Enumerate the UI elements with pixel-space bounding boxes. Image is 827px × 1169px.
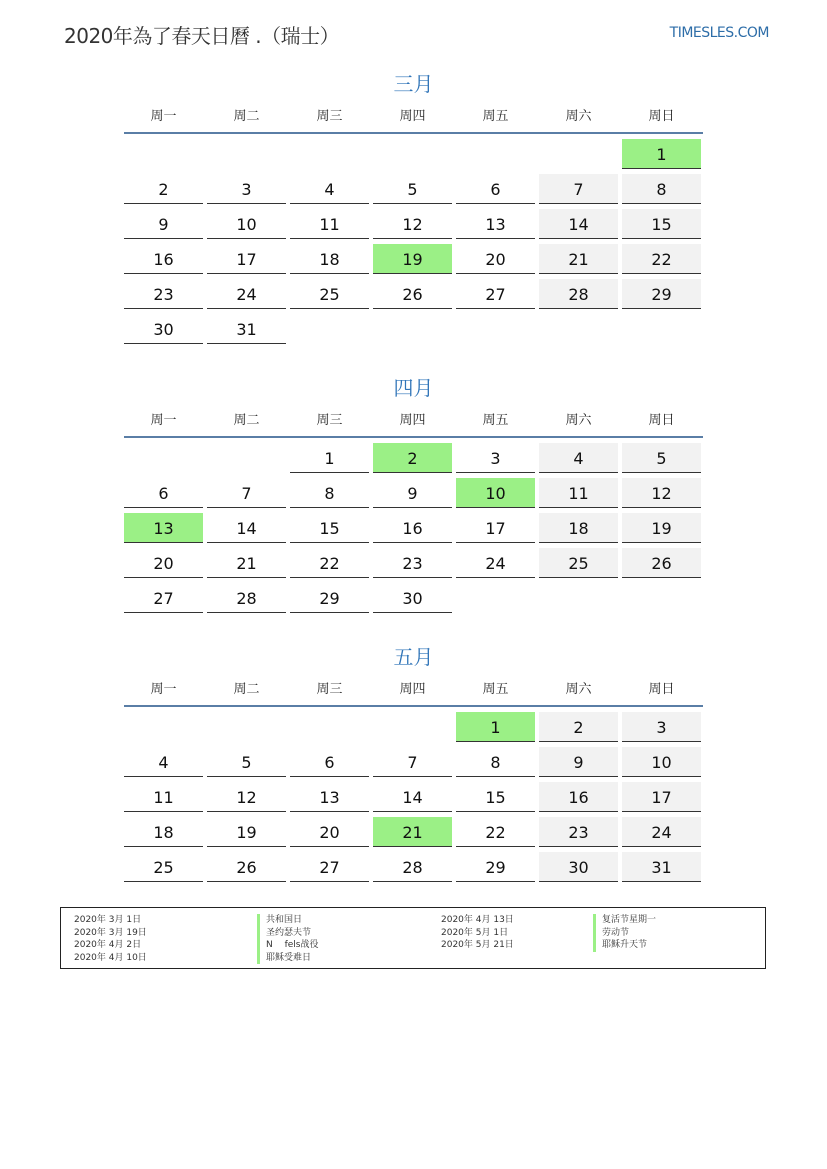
weekday-label: 周六 [565, 109, 592, 124]
day-cell[interactable]: 3 [622, 712, 701, 742]
day-cell[interactable]: 19 [373, 244, 452, 274]
holiday-date: 2020年 4月 2日 [74, 940, 142, 950]
day-cell[interactable]: 16 [373, 513, 452, 543]
holiday-name: 耶稣受难日 [257, 952, 319, 965]
weekday-label: 周三 [316, 682, 343, 697]
weekday-label: 周五 [482, 413, 509, 428]
day-cell[interactable]: 18 [124, 817, 203, 847]
day-cell[interactable]: 13 [456, 209, 535, 239]
day-cell[interactable]: 27 [456, 279, 535, 309]
day-cell[interactable]: 5 [622, 443, 701, 473]
page-title: 2020年為了春天日曆 .（瑞士） [64, 24, 340, 48]
day-cell[interactable]: 16 [539, 782, 618, 812]
day-cell[interactable]: 28 [373, 852, 452, 882]
day-cell[interactable]: 7 [373, 747, 452, 777]
day-cell[interactable]: 24 [207, 279, 286, 309]
holiday-name: 复活节星期一 [593, 914, 656, 927]
day-cell[interactable]: 9 [539, 747, 618, 777]
day-cell[interactable]: 1 [456, 712, 535, 742]
holiday-list [60, 907, 766, 969]
weekday-label: 周五 [482, 109, 509, 124]
day-cell[interactable]: 3 [207, 174, 286, 204]
day-cell[interactable]: 30 [373, 583, 452, 613]
day-cell[interactable]: 26 [622, 548, 701, 578]
day-cell[interactable]: 7 [207, 478, 286, 508]
day-cell[interactable]: 27 [290, 852, 369, 882]
day-cell[interactable]: 8 [622, 174, 701, 204]
empty-cell [124, 139, 203, 169]
day-cell[interactable]: 15 [622, 209, 701, 239]
empty-cell [373, 712, 452, 742]
day-cell[interactable]: 21 [373, 817, 452, 847]
day-cell[interactable]: 30 [124, 314, 203, 344]
holiday-date: 2020年 3月 19日 [74, 927, 147, 938]
holiday-name: 劳动节 [593, 927, 656, 940]
empty-cell [456, 139, 535, 169]
weekday-label: 周六 [565, 682, 592, 697]
empty-cell [207, 712, 286, 742]
day-cell[interactable]: 25 [539, 548, 618, 578]
day-cell[interactable]: 12 [207, 782, 286, 812]
day-cell[interactable]: 6 [456, 174, 535, 204]
day-cell[interactable]: 31 [207, 314, 286, 344]
weekday-header [124, 106, 703, 134]
empty-cell [207, 443, 286, 473]
holiday-name: N fels战役 [257, 939, 319, 952]
day-cell[interactable]: 3 [456, 443, 535, 473]
day-cell[interactable]: 10 [207, 209, 286, 239]
month-title: 五月 [393, 645, 434, 669]
day-cell[interactable]: 23 [373, 548, 452, 578]
day-cell[interactable]: 13 [124, 513, 203, 543]
holiday-date: 2020年 5月 1日 [441, 927, 509, 938]
holiday-name: 共和国日 [257, 914, 319, 927]
weekday-label: 周四 [399, 682, 426, 697]
holiday-names-right [593, 914, 656, 952]
day-cell[interactable]: 6 [124, 478, 203, 508]
weekday-label: 周日 [648, 413, 675, 428]
day-cell[interactable]: 4 [290, 174, 369, 204]
day-cell[interactable]: 28 [539, 279, 618, 309]
day-cell[interactable]: 14 [207, 513, 286, 543]
day-cell[interactable]: 13 [290, 782, 369, 812]
day-cell[interactable]: 2 [539, 712, 618, 742]
day-cell[interactable]: 5 [373, 174, 452, 204]
day-cell[interactable]: 9 [124, 209, 203, 239]
day-cell[interactable]: 18 [539, 513, 618, 543]
day-cell[interactable]: 20 [290, 817, 369, 847]
day-cell[interactable]: 20 [456, 244, 535, 274]
weekday-header [124, 410, 703, 438]
day-cell[interactable]: 22 [622, 244, 701, 274]
day-cell[interactable]: 29 [290, 583, 369, 613]
empty-cell [124, 712, 203, 742]
day-cell[interactable]: 12 [622, 478, 701, 508]
day-cell[interactable]: 27 [124, 583, 203, 613]
empty-cell [207, 139, 286, 169]
day-cell[interactable]: 23 [539, 817, 618, 847]
holiday-dates-left [74, 914, 147, 964]
day-cell[interactable]: 16 [124, 244, 203, 274]
day-cell[interactable]: 10 [456, 478, 535, 508]
day-grid [124, 443, 703, 613]
holiday-name: 圣约瑟夫节 [257, 927, 319, 940]
weekday-label: 周一 [150, 682, 177, 697]
day-cell[interactable]: 22 [290, 548, 369, 578]
month-title: 四月 [393, 376, 434, 400]
day-cell[interactable]: 31 [622, 852, 701, 882]
day-cell[interactable]: 25 [124, 852, 203, 882]
empty-cell [539, 139, 618, 169]
holiday-date: 2020年 4月 10日 [74, 952, 147, 963]
day-grid [124, 712, 703, 882]
day-cell[interactable]: 7 [539, 174, 618, 204]
day-cell[interactable]: 25 [290, 279, 369, 309]
day-cell[interactable]: 21 [539, 244, 618, 274]
day-cell[interactable]: 2 [124, 174, 203, 204]
day-cell[interactable]: 28 [207, 583, 286, 613]
day-cell[interactable]: 11 [124, 782, 203, 812]
weekday-label: 周一 [150, 413, 177, 428]
empty-cell [290, 712, 369, 742]
day-cell[interactable]: 1 [622, 139, 701, 169]
weekday-label: 周五 [482, 682, 509, 697]
weekday-label: 周三 [316, 109, 343, 124]
day-cell[interactable]: 29 [456, 852, 535, 882]
day-cell[interactable]: 14 [373, 782, 452, 812]
day-cell[interactable]: 14 [539, 209, 618, 239]
day-cell[interactable]: 11 [290, 209, 369, 239]
month-march [124, 70, 703, 344]
weekday-label: 周二 [233, 413, 260, 428]
weekday-label: 周四 [399, 413, 426, 428]
day-cell[interactable]: 15 [456, 782, 535, 812]
weekday-label: 周三 [316, 413, 343, 428]
month-may [124, 643, 703, 882]
day-cell[interactable]: 24 [622, 817, 701, 847]
day-cell[interactable]: 18 [290, 244, 369, 274]
holiday-date: 2020年 4月 13日 [441, 915, 514, 925]
day-cell[interactable]: 21 [207, 548, 286, 578]
weekday-label: 周日 [648, 109, 675, 124]
holiday-name: 耶稣升天节 [593, 939, 656, 952]
empty-cell [124, 443, 203, 473]
weekday-label: 周一 [150, 109, 177, 124]
weekday-label: 周二 [233, 682, 260, 697]
day-cell[interactable]: 5 [207, 747, 286, 777]
day-cell[interactable]: 11 [539, 478, 618, 508]
day-cell[interactable]: 20 [124, 548, 203, 578]
month-april [124, 374, 703, 613]
month-title: 三月 [393, 72, 434, 96]
holiday-dates-right [441, 914, 514, 952]
day-cell[interactable]: 15 [290, 513, 369, 543]
day-cell[interactable]: 4 [539, 443, 618, 473]
day-cell[interactable]: 6 [290, 747, 369, 777]
day-cell[interactable]: 30 [539, 852, 618, 882]
day-cell[interactable]: 26 [207, 852, 286, 882]
day-cell[interactable]: 19 [622, 513, 701, 543]
day-cell[interactable]: 9 [373, 478, 452, 508]
empty-cell [373, 139, 452, 169]
day-cell[interactable]: 22 [456, 817, 535, 847]
day-cell[interactable]: 12 [373, 209, 452, 239]
day-cell[interactable]: 23 [124, 279, 203, 309]
weekday-label: 周六 [565, 413, 592, 428]
empty-cell [290, 139, 369, 169]
day-cell[interactable]: 17 [456, 513, 535, 543]
holiday-date: 2020年 3月 1日 [74, 915, 142, 925]
day-cell[interactable]: 26 [373, 279, 452, 309]
weekday-header [124, 679, 703, 707]
day-cell[interactable]: 10 [622, 747, 701, 777]
day-cell[interactable]: 29 [622, 279, 701, 309]
holiday-names-left [257, 914, 319, 964]
holiday-date: 2020年 5月 21日 [441, 940, 514, 950]
day-cell[interactable]: 17 [622, 782, 701, 812]
weekday-label: 周四 [399, 109, 426, 124]
weekday-label: 周日 [648, 682, 675, 697]
day-grid [124, 139, 703, 344]
weekday-label: 周二 [233, 109, 260, 124]
day-cell[interactable]: 17 [207, 244, 286, 274]
day-cell[interactable]: 1 [290, 443, 369, 473]
day-cell[interactable]: 8 [290, 478, 369, 508]
day-cell[interactable]: 4 [124, 747, 203, 777]
day-cell[interactable]: 24 [456, 548, 535, 578]
site-link[interactable]: TIMESLES.COM [669, 25, 769, 41]
day-cell[interactable]: 8 [456, 747, 535, 777]
day-cell[interactable]: 2 [373, 443, 452, 473]
day-cell[interactable]: 19 [207, 817, 286, 847]
